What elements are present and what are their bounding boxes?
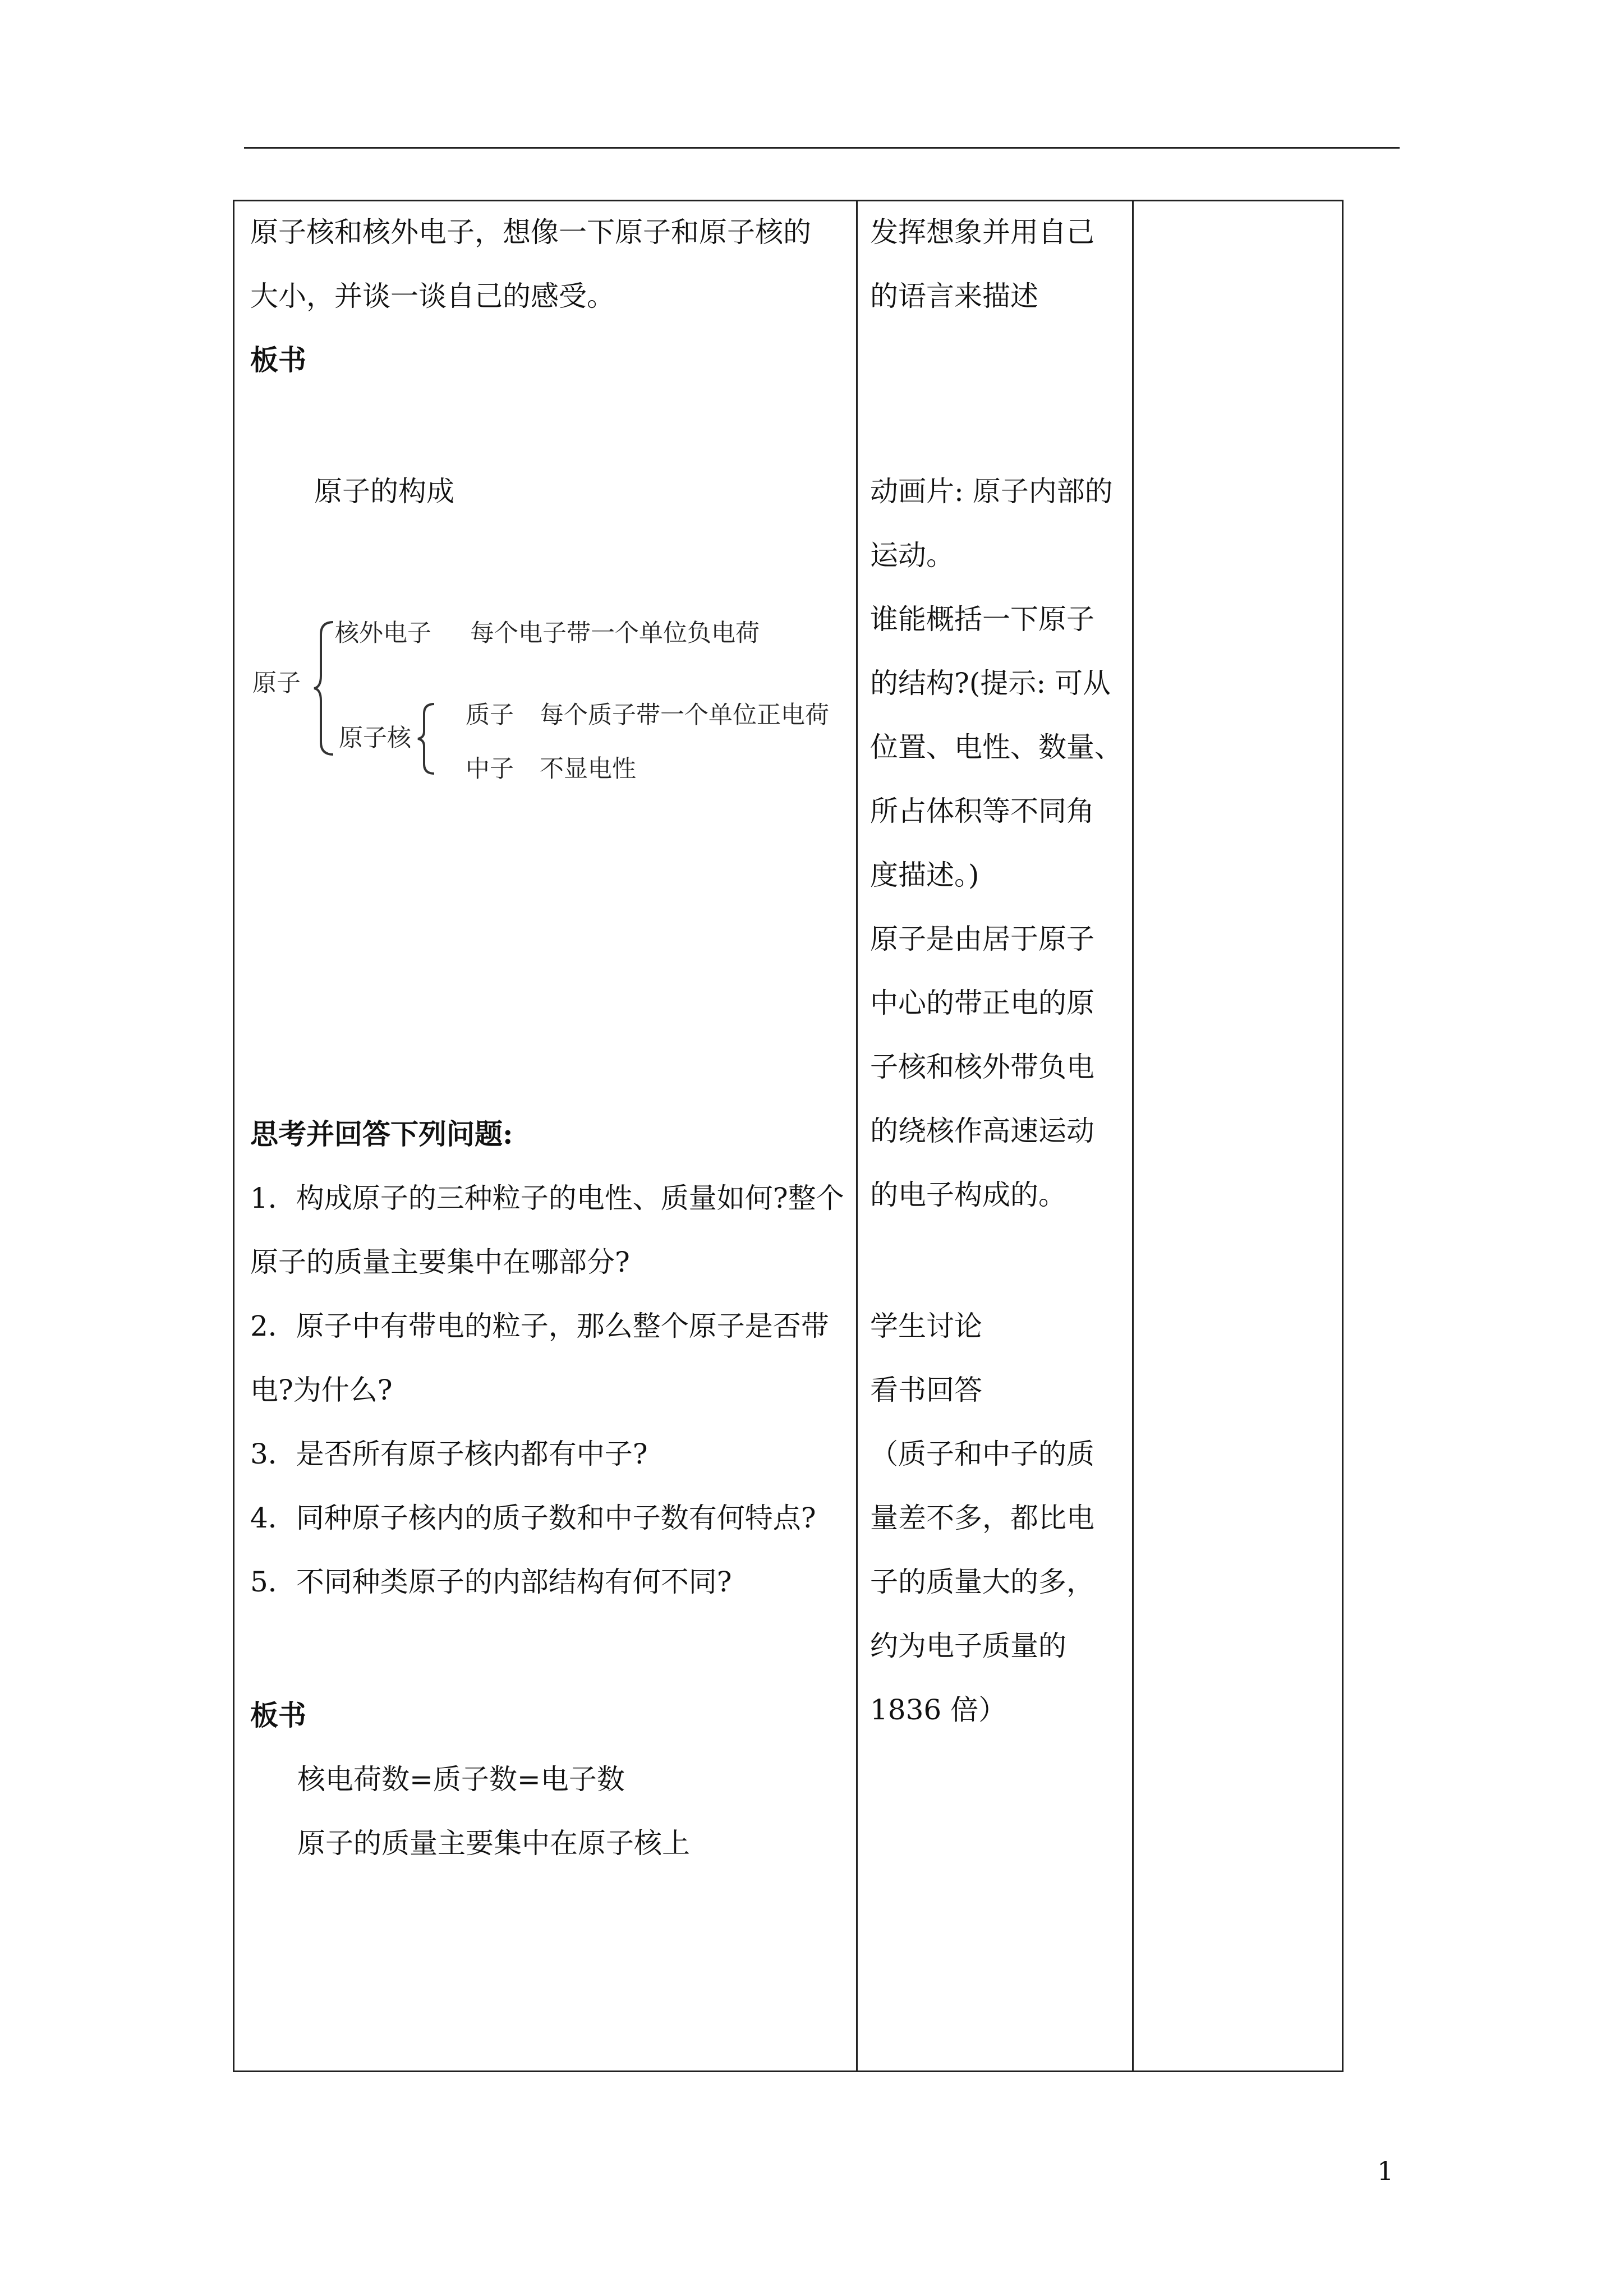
mid-line: 动画片: 原子内部的 <box>870 475 1113 508</box>
question-line: 5．不同种类原子的内部结构有何不同? <box>250 1566 732 1598</box>
mid-line: （质子和中子的质 <box>870 1438 1094 1470</box>
mid-line: 原子是由居于原子 <box>870 923 1094 955</box>
intro-line-1: 原子核和核外电子，想像一下原子和原子核的 <box>250 216 811 249</box>
diagram-electrons: 核外电子 <box>335 619 431 647</box>
diagram-neutron-note: 不显电性 <box>540 755 636 783</box>
questions-heading: 思考并回答下列问题: <box>250 1117 513 1151</box>
mid-line: 的绕核作高速运动 <box>870 1115 1094 1147</box>
intro-line-2: 大小，并谈一谈自己的感受。 <box>250 280 615 312</box>
diagram-proton: 质子 <box>466 701 514 729</box>
mid-line: 位置、电性、数量、 <box>870 731 1122 763</box>
column-divider-2 <box>1132 201 1134 2070</box>
mid-line: 学生讨论 <box>870 1310 982 1342</box>
mid-line: 的结构?(提示: 可从 <box>870 667 1111 700</box>
board-heading-2: 板书 <box>250 1699 306 1732</box>
mid-line: 度描述。) <box>870 859 979 891</box>
inner-brace <box>416 702 436 775</box>
conclusion-line-1: 核电荷数=质子数=电子数 <box>297 1763 625 1796</box>
mid-line: 量差不多，都比电 <box>870 1502 1094 1534</box>
question-line: 3．是否所有原子核内都有中子? <box>250 1438 648 1470</box>
question-line: 原子的质量主要集中在哪部分? <box>250 1246 630 1278</box>
conclusion-line-2: 原子的质量主要集中在原子核上 <box>297 1827 690 1860</box>
mid-line: 看书回答 <box>870 1374 982 1406</box>
mid-line: 谁能概括一下原子 <box>870 603 1094 636</box>
mid-line: 所占体积等不同角 <box>870 795 1094 827</box>
mid-line: 子核和核外带负电 <box>870 1051 1094 1083</box>
diagram-proton-note: 每个质子带一个单位正电荷 <box>540 701 829 729</box>
mid-line: 的语言来描述 <box>870 280 1038 312</box>
diagram-neutron: 中子 <box>466 755 514 783</box>
board-heading-1: 板书 <box>250 343 306 376</box>
question-line: 电?为什么? <box>250 1374 393 1406</box>
mid-line: 子的质量大的多， <box>870 1566 1094 1598</box>
outer-brace <box>313 620 335 757</box>
question-line: 1．构成原子的三种粒子的电性、质量如何?整个 <box>250 1182 844 1214</box>
question-line: 2．原子中有带电的粒子，那么整个原子是否带 <box>250 1310 829 1342</box>
mid-line: 1836 倍） <box>870 1694 1007 1726</box>
column-divider-1 <box>856 201 858 2070</box>
mid-line: 发挥想象并用自己 <box>870 216 1094 249</box>
mid-line: 运动。 <box>870 539 954 572</box>
diagram-electrons-note: 每个电子带一个单位负电荷 <box>470 619 760 647</box>
header-rule <box>244 147 1400 149</box>
diagram-atom: 原子 <box>252 669 301 697</box>
mid-line: 的电子构成的。 <box>870 1179 1066 1211</box>
mid-line: 约为电子质量的 <box>870 1630 1066 1662</box>
board-title: 原子的构成 <box>314 475 454 508</box>
question-line: 4．同种原子核内的质子数和中子数有何特点? <box>250 1502 816 1534</box>
page-number: 1 <box>1377 2156 1394 2186</box>
mid-line: 中心的带正电的原 <box>870 987 1094 1019</box>
diagram-nucleus: 原子核 <box>339 724 411 752</box>
